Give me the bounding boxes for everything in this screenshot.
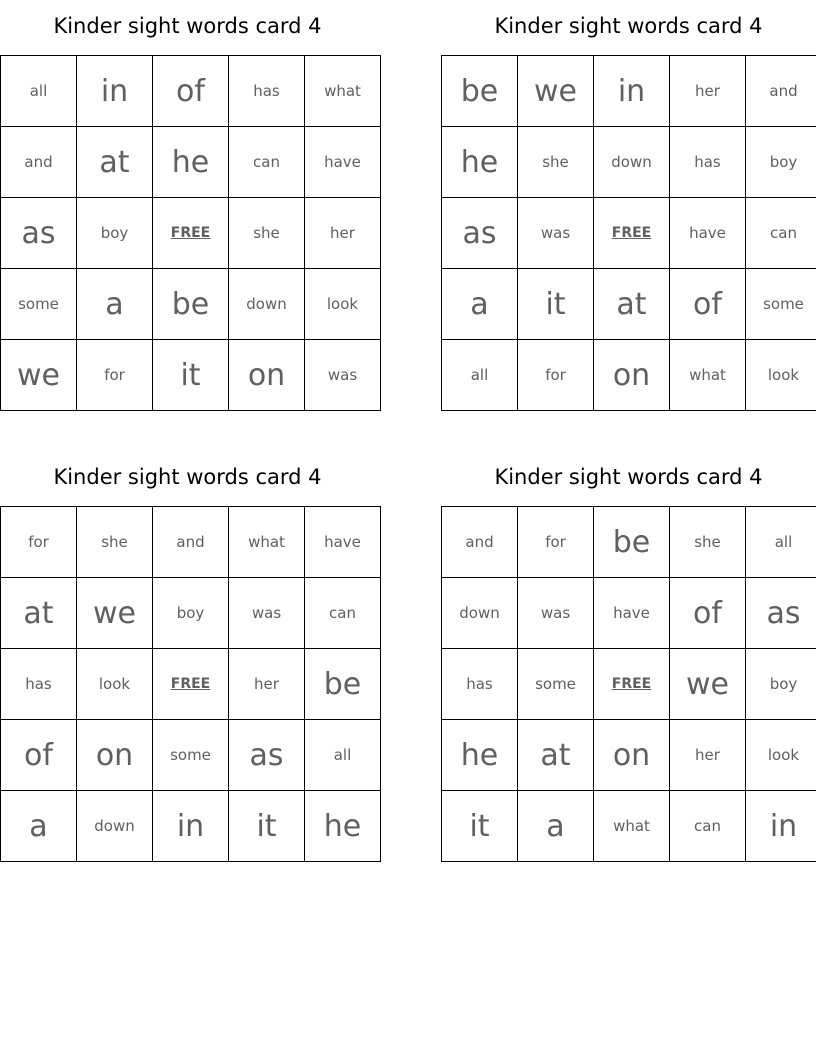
word-cell: boy [746, 649, 816, 720]
grid-row [442, 340, 816, 411]
word-cell: at [1, 578, 77, 649]
word-cell: we [518, 56, 594, 127]
word-cell: he [442, 720, 518, 791]
word-grid [0, 55, 381, 411]
free-space-cell: FREE [153, 649, 229, 720]
word-cell: it [518, 269, 594, 340]
word-cell: what [670, 340, 746, 411]
grid-row [1, 791, 381, 862]
grid-row [1, 578, 381, 649]
word-cell: down [229, 269, 305, 340]
word-cell: was [229, 578, 305, 649]
word-cell: some [518, 649, 594, 720]
word-cell: some [1, 269, 77, 340]
word-cell: in [77, 56, 153, 127]
word-cell: all [1, 56, 77, 127]
word-cell: a [1, 791, 77, 862]
word-cell: has [670, 127, 746, 198]
word-cell: it [153, 340, 229, 411]
card-title: Kinder sight words card 4 [494, 465, 763, 489]
word-cell: of [1, 720, 77, 791]
word-cell: what [229, 507, 305, 578]
grid-row [442, 649, 816, 720]
word-cell: at [518, 720, 594, 791]
word-cell: was [305, 340, 381, 411]
free-space-cell: FREE [594, 198, 670, 269]
word-cell: on [594, 340, 670, 411]
word-grid [441, 55, 816, 411]
word-cell: it [229, 791, 305, 862]
word-cell: boy [77, 198, 153, 269]
card-title: Kinder sight words card 4 [494, 14, 763, 38]
word-cell: as [442, 198, 518, 269]
word-cell: be [305, 649, 381, 720]
word-cell: can [305, 578, 381, 649]
grid-row [1, 127, 381, 198]
card-title: Kinder sight words card 4 [53, 14, 322, 38]
word-cell: he [305, 791, 381, 862]
word-cell: she [229, 198, 305, 269]
word-cell: all [305, 720, 381, 791]
grid-row [1, 56, 381, 127]
word-cell: in [153, 791, 229, 862]
word-cell: down [77, 791, 153, 862]
word-cell: of [670, 269, 746, 340]
word-cell: and [746, 56, 816, 127]
word-cell: was [518, 198, 594, 269]
word-cell: and [153, 507, 229, 578]
word-cell: she [518, 127, 594, 198]
word-cell: at [594, 269, 670, 340]
grid-row [1, 649, 381, 720]
word-cell: was [518, 578, 594, 649]
word-cell: all [442, 340, 518, 411]
word-cell: be [442, 56, 518, 127]
word-cell: have [305, 507, 381, 578]
word-cell: for [518, 507, 594, 578]
word-cell: all [746, 507, 816, 578]
word-cell: her [670, 720, 746, 791]
word-cell: her [305, 198, 381, 269]
grid-row [1, 198, 381, 269]
word-cell: and [442, 507, 518, 578]
word-cell: have [594, 578, 670, 649]
grid-row [1, 269, 381, 340]
grid-row [442, 56, 816, 127]
word-grid [0, 506, 381, 862]
word-cell: for [1, 507, 77, 578]
word-cell: we [77, 578, 153, 649]
word-grid [441, 506, 816, 862]
grid-row [1, 720, 381, 791]
grid-row [442, 791, 816, 862]
word-cell: a [442, 269, 518, 340]
word-cell: she [77, 507, 153, 578]
word-cell: we [670, 649, 746, 720]
word-cell: he [153, 127, 229, 198]
grid-row [442, 127, 816, 198]
word-cell: a [77, 269, 153, 340]
word-cell: look [77, 649, 153, 720]
word-cell: look [746, 340, 816, 411]
word-cell: has [1, 649, 77, 720]
word-cell: can [229, 127, 305, 198]
word-cell: she [670, 507, 746, 578]
word-cell: on [77, 720, 153, 791]
word-cell: down [442, 578, 518, 649]
word-cell: on [229, 340, 305, 411]
word-cell: at [77, 127, 153, 198]
word-cell: it [442, 791, 518, 862]
word-cell: some [746, 269, 816, 340]
word-cell: look [746, 720, 816, 791]
free-space-cell: FREE [153, 198, 229, 269]
word-cell: a [518, 791, 594, 862]
word-cell: boy [746, 127, 816, 198]
word-cell: her [229, 649, 305, 720]
word-cell: look [305, 269, 381, 340]
grid-row [442, 269, 816, 340]
word-cell: has [442, 649, 518, 720]
word-cell: have [670, 198, 746, 269]
word-cell: as [1, 198, 77, 269]
grid-row [1, 340, 381, 411]
word-cell: can [670, 791, 746, 862]
word-cell: as [746, 578, 816, 649]
word-cell: what [305, 56, 381, 127]
card-title: Kinder sight words card 4 [53, 465, 322, 489]
word-cell: be [153, 269, 229, 340]
word-cell: have [305, 127, 381, 198]
word-cell: he [442, 127, 518, 198]
word-cell: as [229, 720, 305, 791]
word-cell: some [153, 720, 229, 791]
word-cell: in [746, 791, 816, 862]
word-cell: for [518, 340, 594, 411]
word-cell: her [670, 56, 746, 127]
word-cell: what [594, 791, 670, 862]
grid-row [1, 507, 381, 578]
grid-row [442, 198, 816, 269]
word-cell: we [1, 340, 77, 411]
word-cell: be [594, 507, 670, 578]
word-cell: down [594, 127, 670, 198]
word-cell: in [594, 56, 670, 127]
word-cell: has [229, 56, 305, 127]
word-cell: for [77, 340, 153, 411]
word-cell: of [670, 578, 746, 649]
word-cell: can [746, 198, 816, 269]
word-cell: on [594, 720, 670, 791]
word-cell: of [153, 56, 229, 127]
word-cell: and [1, 127, 77, 198]
word-cell: boy [153, 578, 229, 649]
free-space-cell: FREE [594, 649, 670, 720]
grid-row [442, 578, 816, 649]
grid-row [442, 507, 816, 578]
grid-row [442, 720, 816, 791]
